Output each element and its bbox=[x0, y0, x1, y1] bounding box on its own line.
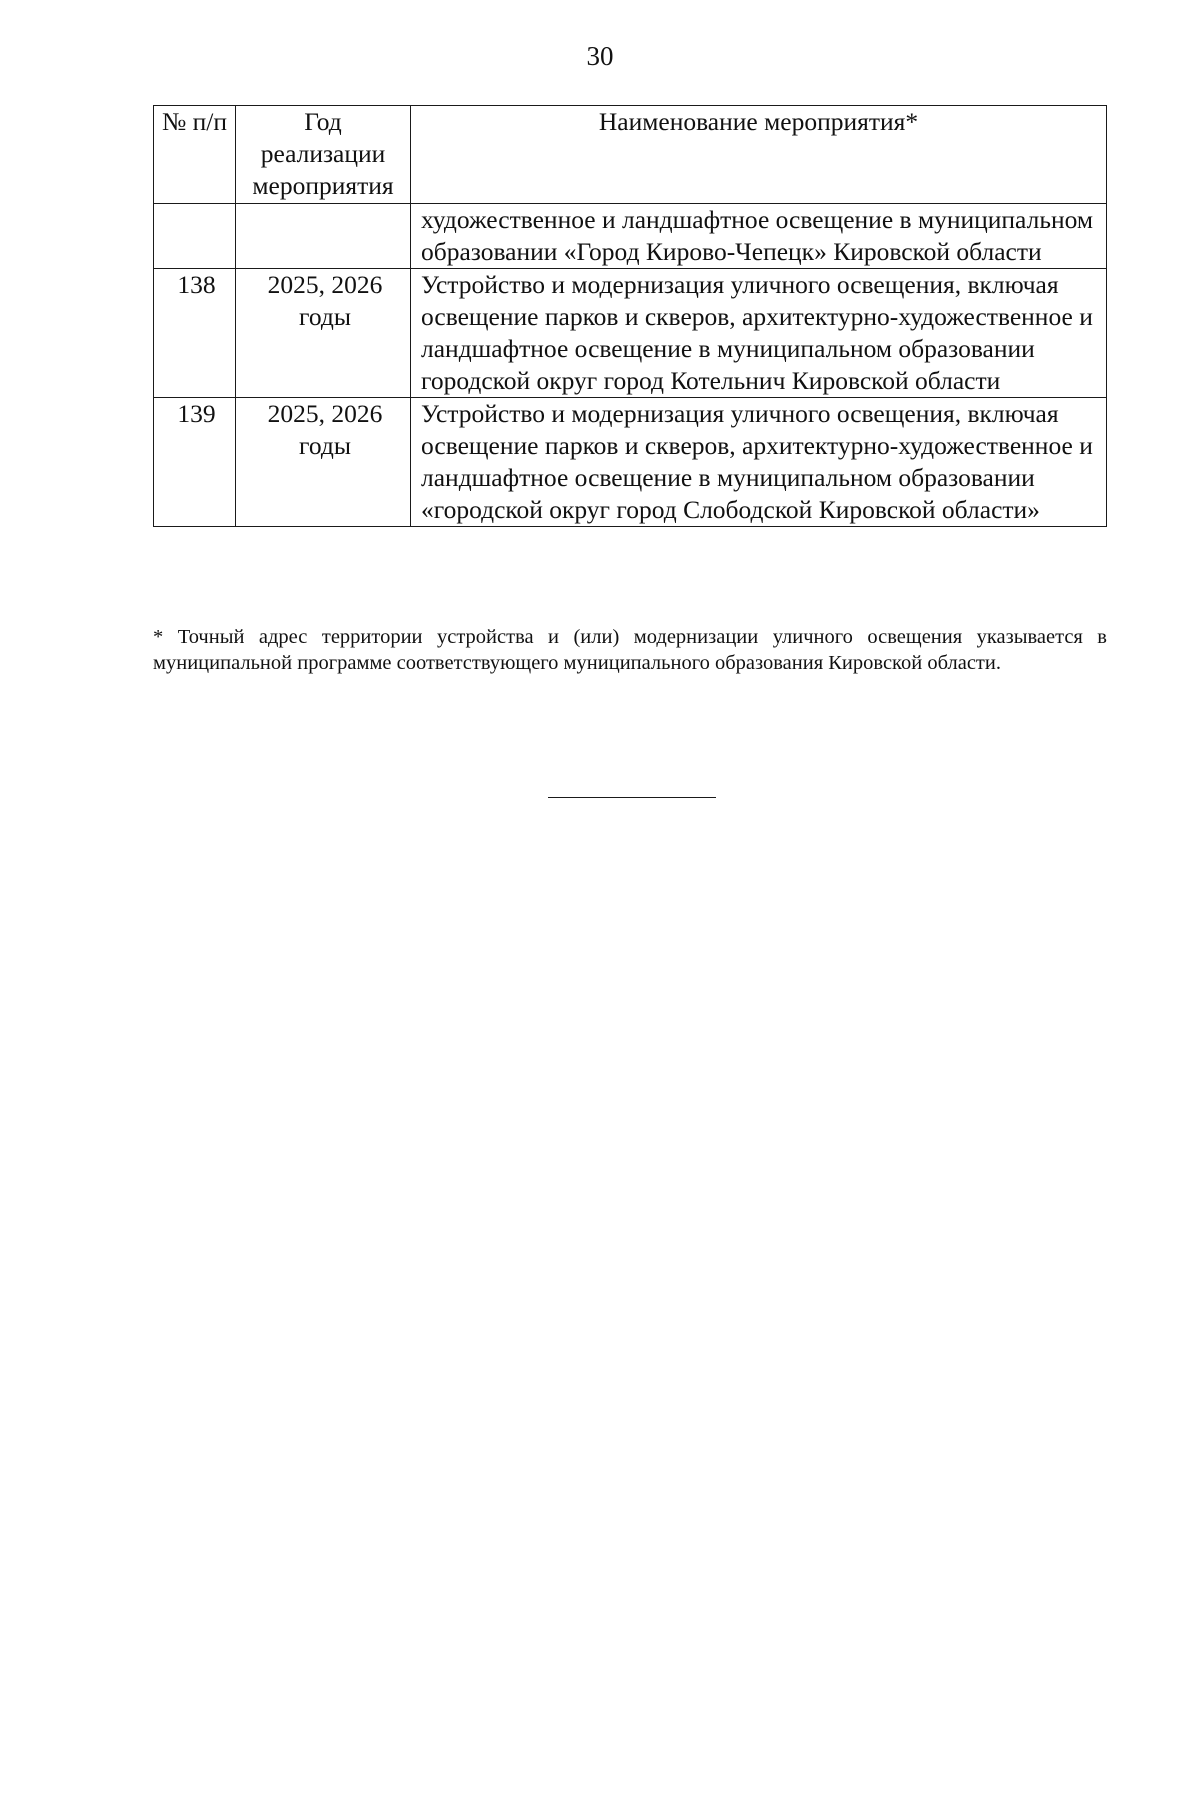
row-measure-name: художественное и ландшафтное освещение в муниципальном образовании «Город Кирово-Чепецк» Кировской области bbox=[411, 204, 1107, 269]
measures-table bbox=[153, 105, 1107, 527]
row-year bbox=[236, 204, 411, 269]
table-row bbox=[154, 269, 1107, 398]
header-year: Год реализации мероприятия bbox=[236, 106, 411, 204]
row-number: 139 bbox=[154, 398, 236, 527]
row-measure-name: Устройство и модернизация уличного освещения, включая освещение парков и скверов, архитектурно-художественное и ландшафтное освещение в муниципальном образовании «городской округ город Слободской Кировской области» bbox=[411, 398, 1107, 527]
table-header-row bbox=[154, 106, 1107, 204]
end-divider bbox=[548, 797, 716, 798]
row-number: 138 bbox=[154, 269, 236, 398]
row-measure-name: Устройство и модернизация уличного освещения, включая освещение парков и скверов, архитектурно-художественное и ландшафтное освещение в муниципальном образовании городской округ город Котельнич Кировской области bbox=[411, 269, 1107, 398]
header-number: № п/п bbox=[154, 106, 236, 204]
row-number bbox=[154, 204, 236, 269]
table-row bbox=[154, 398, 1107, 527]
table-row bbox=[154, 204, 1107, 269]
row-year: 2025, 2026 годы bbox=[236, 269, 411, 398]
footnote: * Точный адрес территории устройства и (или) модернизации уличного освещения указывается в муниципальной программе соответствующего муниципального образования Кировской области. bbox=[153, 626, 1107, 674]
header-measure-name: Наименование мероприятия* bbox=[411, 106, 1107, 204]
table-header bbox=[154, 106, 1107, 204]
page-number: 30 bbox=[586, 41, 614, 71]
row-year: 2025, 2026 годы bbox=[236, 398, 411, 527]
